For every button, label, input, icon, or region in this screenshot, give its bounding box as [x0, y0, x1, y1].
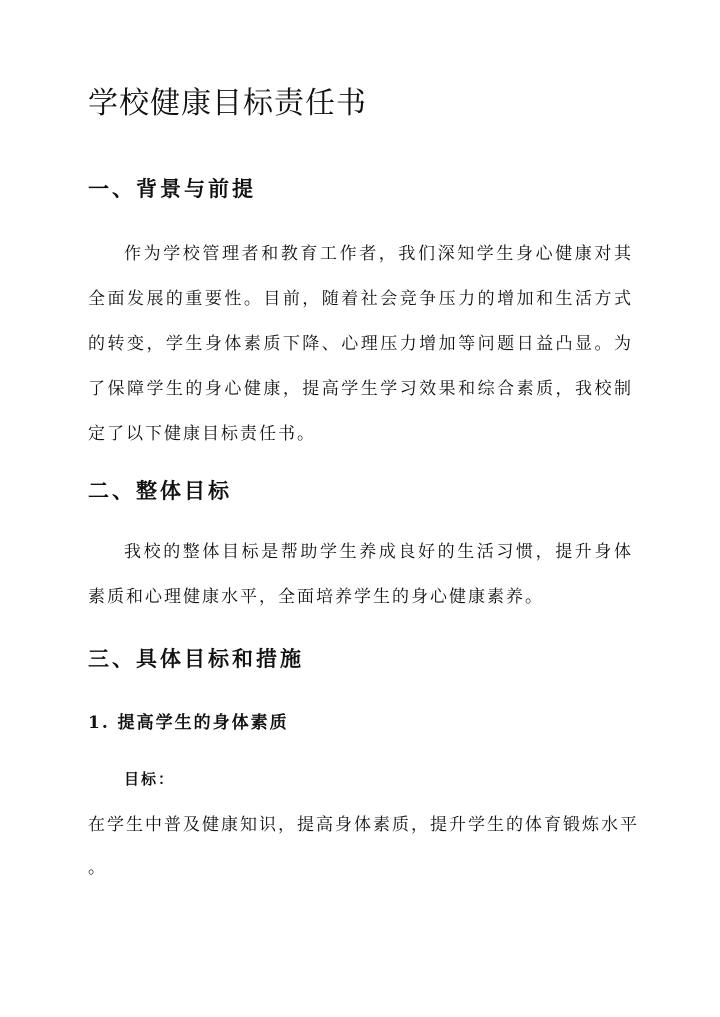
- section-heading-specific-goals: 三、具体目标和措施: [88, 646, 304, 671]
- goal-text: 在学生中普及健康知识，提高身体素质，提升学生的体育锻炼水平: [88, 815, 639, 835]
- background-paragraph: 作为学校管理者和教育工作者，我们深知学生身心健康对其全面发展的重要性。目前，随着社会竞争压力的增加和生活方式的转变，学生身体素质下降、心理压力增加等问题日益凸显。为了保障学生的身心健康，提高学生学习效果和综合素质，我校制定了以下健康目标责任书。: [88, 244, 633, 444]
- overall-goal-paragraph: 我校的整体目标是帮助学生养成良好的生活习惯，提升身体素质和心理健康水平，全面培养学生的身心健康素养。: [88, 542, 633, 607]
- item-heading-physical-quality: 1. 提高学生的身体素质: [88, 713, 289, 733]
- section-heading-overall-goal: 二、整体目标: [88, 478, 232, 503]
- section-heading-background: 一、背景与前提: [88, 176, 256, 201]
- goal-text-tail: 。: [88, 858, 105, 878]
- goal-label: 目标：: [124, 770, 176, 788]
- document-title: 学校健康目标责任书: [88, 86, 367, 121]
